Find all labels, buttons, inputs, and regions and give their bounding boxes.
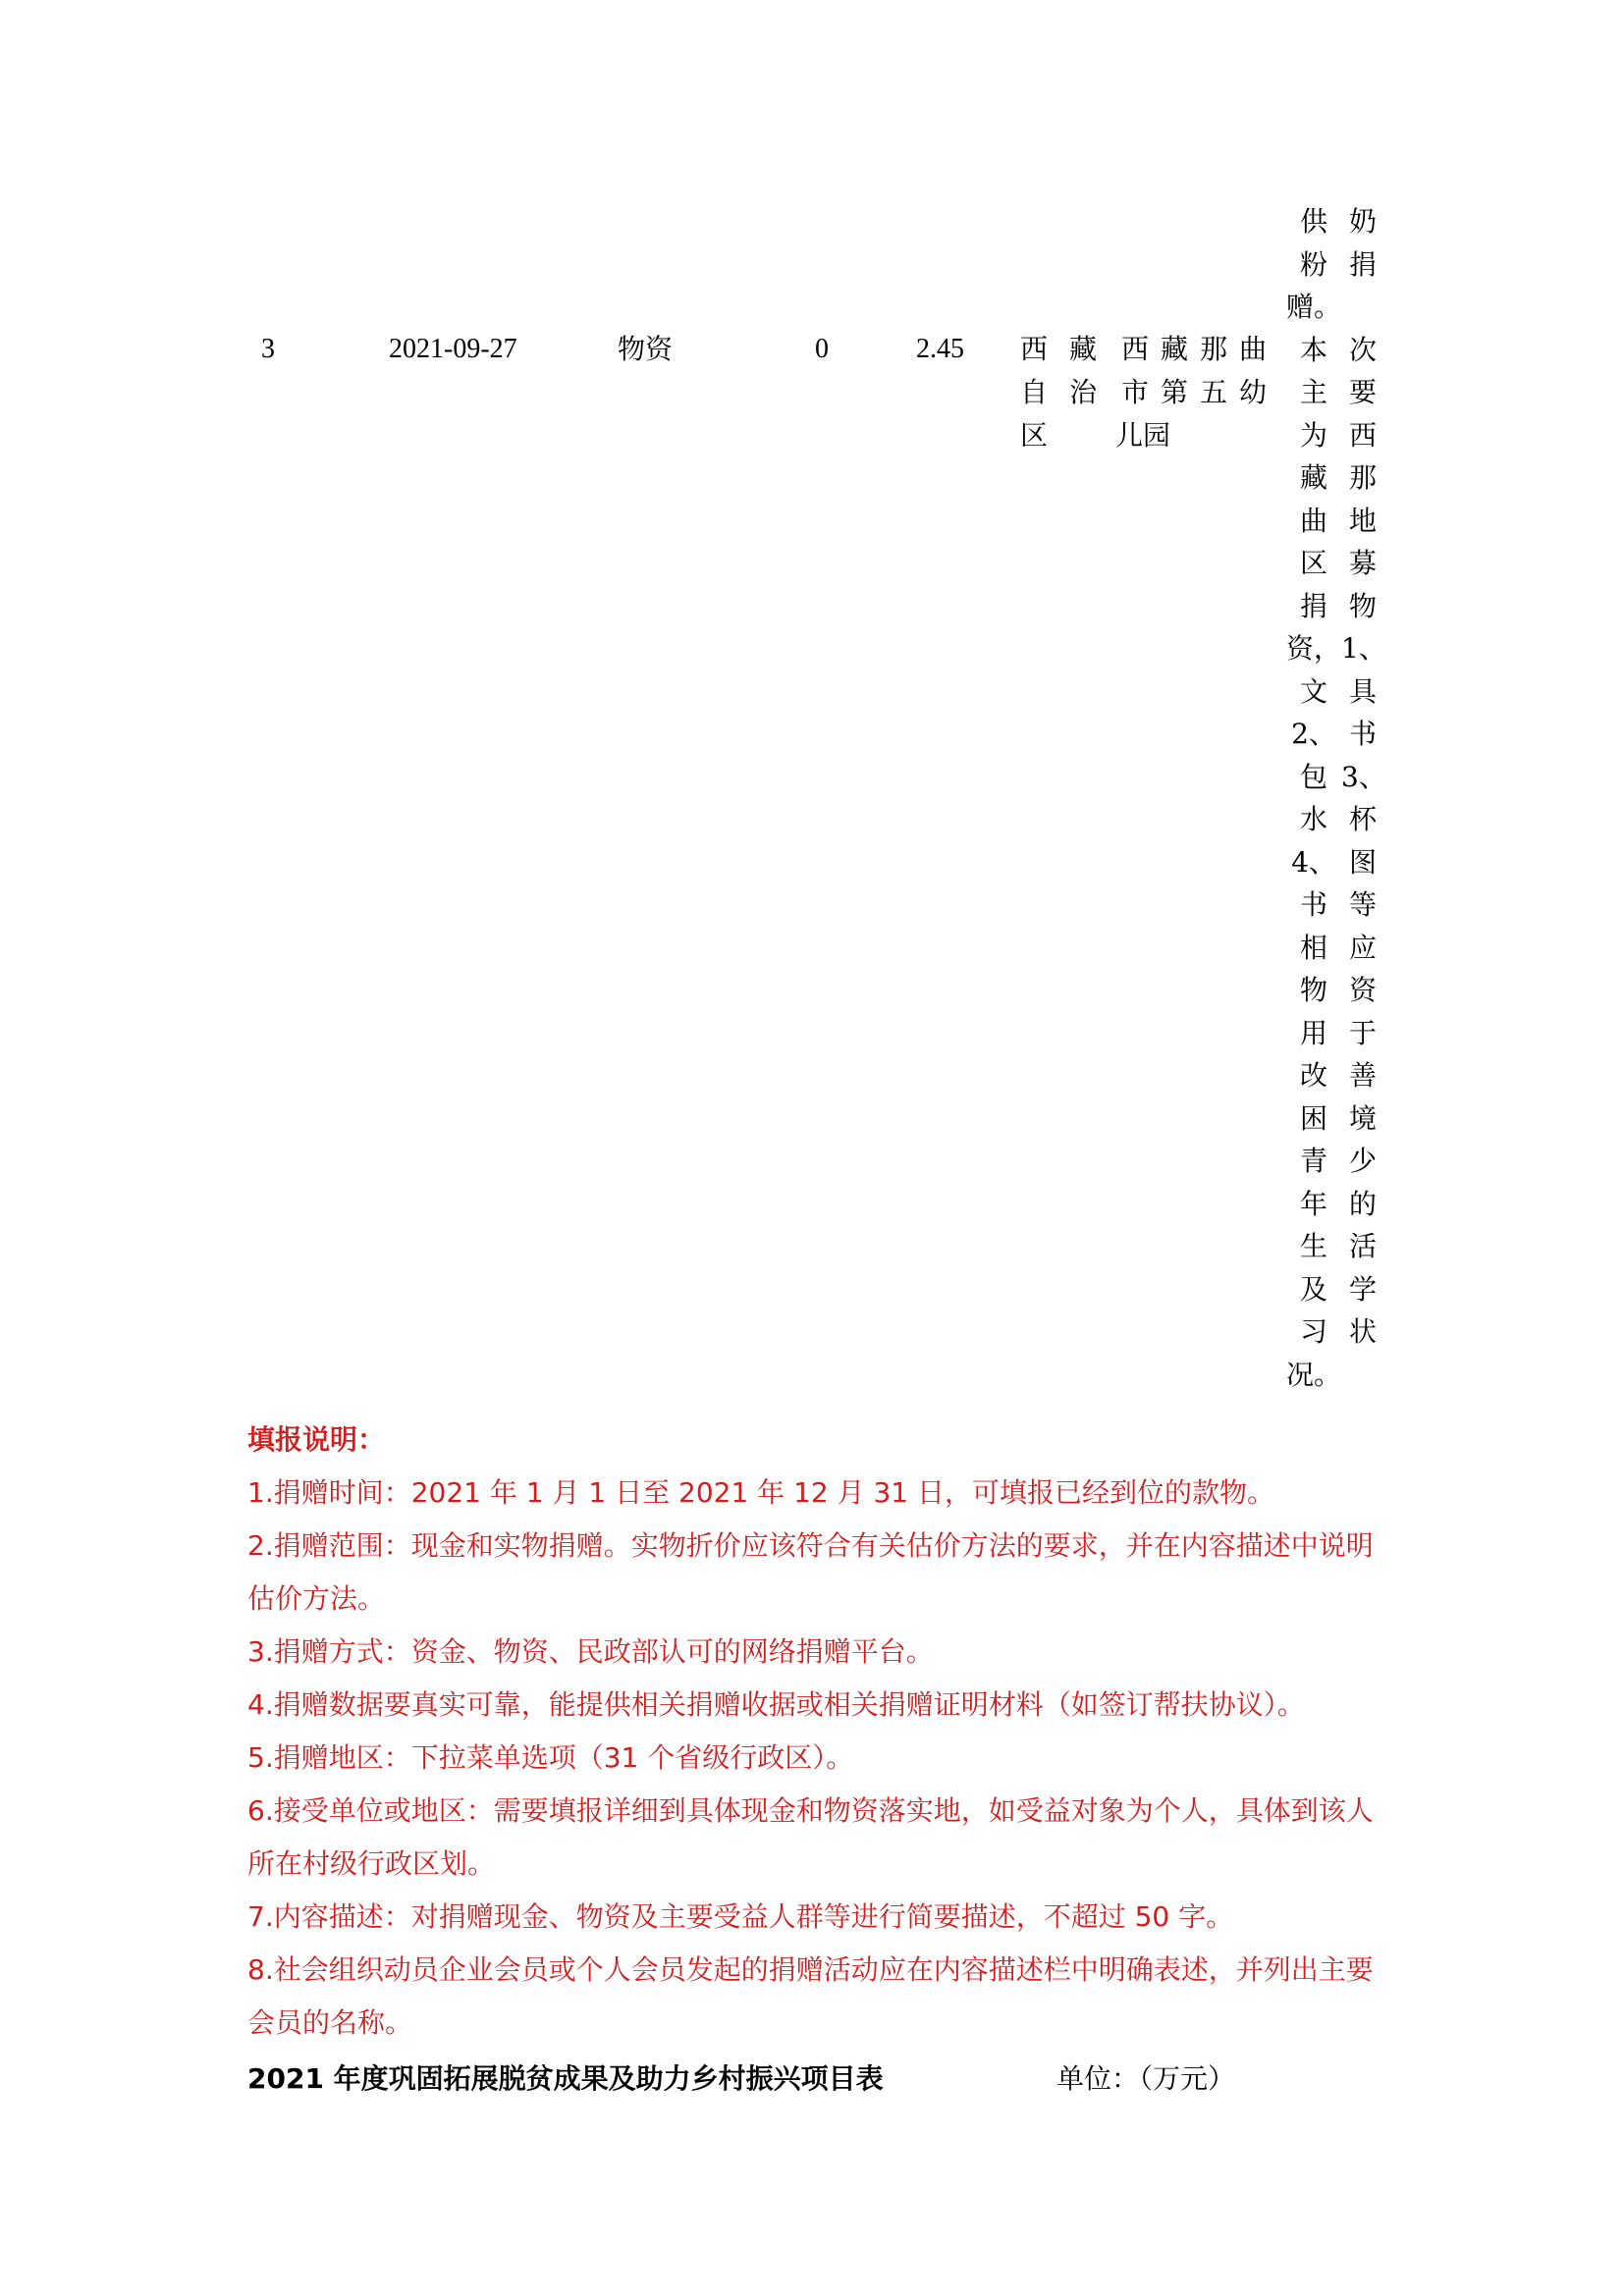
row-description — [1286, 200, 1384, 1396]
description-char: 3、 — [1341, 760, 1386, 793]
description-char: 生 — [1299, 1230, 1327, 1262]
description-char: 学 — [1348, 1272, 1377, 1306]
description-char: 习 — [1299, 1315, 1327, 1348]
description-char: 要 — [1348, 376, 1377, 408]
description-char: 书 — [1299, 888, 1327, 921]
note-item: 1.捐赠时间：2021 年 1 月 1 日至 2021 年 12 月 31 日，可填报已经到位的款物。 — [247, 1476, 1275, 1509]
recipient-char: 市 — [1120, 376, 1149, 408]
row-date: 2021-09-27 — [389, 334, 517, 364]
description-char: 包 — [1299, 760, 1327, 793]
description-char: 文 — [1299, 674, 1327, 708]
description-char: 活 — [1348, 1230, 1377, 1262]
row-type: 物资 — [618, 333, 674, 365]
description-char — [1341, 1354, 1384, 1397]
note-item: 8.社会组织动员企业会员或个人会员发起的捐赠活动应在内容描述栏中明确表述，并列出主要会员的名称。 — [247, 1953, 1374, 2039]
note-item: 4.捐赠数据要真实可靠，能提供相关捐赠收据或相关捐赠证明材料（如签订帮扶协议）。 — [247, 1688, 1305, 1721]
recipient-char: 幼 — [1238, 376, 1267, 408]
description-char: 次 — [1348, 333, 1377, 366]
description-char: 的 — [1348, 1187, 1377, 1220]
recipient-char: 儿园 — [1115, 419, 1171, 452]
description-char: 于 — [1348, 1016, 1377, 1049]
recipient-char — [1194, 414, 1233, 457]
description-char: 曲 — [1299, 504, 1327, 537]
description-char: 及 — [1299, 1272, 1327, 1306]
row-index: 3 — [261, 334, 275, 364]
description-char: 应 — [1348, 931, 1377, 964]
row-recipient — [1115, 328, 1272, 457]
note-item: 5.捐赠地区：下拉菜单选项（31 个省级行政区）。 — [247, 1741, 854, 1774]
recipient-char: 五 — [1199, 376, 1227, 408]
description-char: 捐 — [1348, 247, 1377, 281]
region-char: 自 — [1019, 376, 1048, 408]
description-char: 况。 — [1286, 1358, 1342, 1391]
description-char: 2、 — [1291, 718, 1336, 750]
note-item: 3.捐赠方式：资金、物资、民政部认可的网络捐赠平台。 — [247, 1635, 934, 1668]
row-region — [1009, 328, 1108, 457]
description-char: 赠。 — [1286, 291, 1342, 323]
description-char: 等 — [1348, 888, 1377, 921]
table-unit: 单位：（万元） — [1056, 2062, 1236, 2095]
table-caption — [247, 2057, 1396, 2101]
filling-notes — [247, 1414, 1396, 2050]
description-char: 改 — [1299, 1059, 1327, 1092]
description-char: 奶 — [1348, 205, 1377, 238]
description-char: 书 — [1348, 718, 1377, 750]
description-char: 资， — [1286, 632, 1342, 665]
description-char: 为 — [1299, 418, 1327, 452]
description-char: 图 — [1348, 845, 1377, 879]
description-char: 1、 — [1341, 632, 1386, 665]
row-cash: 0 — [815, 334, 829, 364]
description-char: 主 — [1299, 376, 1327, 408]
description-char: 困 — [1299, 1101, 1327, 1135]
description-char — [1341, 286, 1384, 329]
description-char: 4、 — [1291, 845, 1336, 879]
region-char: 区 — [1019, 419, 1048, 452]
description-char: 地 — [1348, 504, 1377, 537]
description-char: 那 — [1348, 461, 1377, 494]
description-char: 物 — [1299, 974, 1327, 1006]
recipient-char — [1155, 414, 1194, 457]
notes-title: 填报说明： — [247, 1423, 386, 1456]
description-char: 资 — [1348, 974, 1377, 1006]
row-goods-value: 2.45 — [916, 334, 964, 364]
recipient-char: 西 — [1120, 333, 1149, 365]
recipient-char: 曲 — [1238, 333, 1267, 365]
description-char: 粉 — [1299, 247, 1327, 281]
description-char: 年 — [1299, 1187, 1327, 1220]
description-char: 境 — [1348, 1101, 1377, 1135]
description-char: 藏 — [1299, 461, 1327, 494]
description-char: 具 — [1348, 674, 1377, 708]
description-char: 捐 — [1299, 589, 1327, 622]
recipient-char: 第 — [1160, 376, 1188, 408]
description-char: 青 — [1299, 1145, 1327, 1177]
description-char: 善 — [1348, 1059, 1377, 1092]
description-char: 用 — [1299, 1016, 1327, 1049]
description-char: 水 — [1299, 803, 1327, 835]
recipient-char: 那 — [1199, 333, 1227, 365]
recipient-char: 藏 — [1160, 333, 1188, 365]
region-char: 治 — [1068, 376, 1097, 408]
description-char: 募 — [1348, 547, 1377, 579]
description-char: 少 — [1348, 1145, 1377, 1177]
note-item: 6.接受单位或地区：需要填报详细到具体现金和物资落实地，如受益对象为个人，具体到该人所在村级行政区划。 — [247, 1794, 1374, 1880]
description-char: 本 — [1299, 333, 1327, 366]
region-char — [1058, 414, 1108, 457]
description-char: 状 — [1348, 1315, 1377, 1348]
description-char: 西 — [1348, 418, 1377, 452]
region-char: 藏 — [1068, 333, 1097, 365]
description-char: 物 — [1348, 589, 1377, 622]
description-char: 相 — [1299, 931, 1327, 964]
table-title: 2021 年度巩固拓展脱贫成果及助力乡村振兴项目表 — [247, 2062, 884, 2095]
note-item: 7.内容描述：对捐赠现金、物资及主要受益人群等进行简要描述，不超过 50 字。 — [247, 1900, 1234, 1933]
description-char: 供 — [1299, 205, 1327, 238]
description-char: 区 — [1299, 547, 1327, 579]
description-char: 杯 — [1348, 803, 1377, 835]
region-char: 西 — [1019, 333, 1048, 365]
recipient-char — [1233, 414, 1272, 457]
note-item: 2.捐赠范围：现金和实物捐赠。实物折价应该符合有关估价方法的要求，并在内容描述中说明估价方法。 — [247, 1529, 1374, 1615]
